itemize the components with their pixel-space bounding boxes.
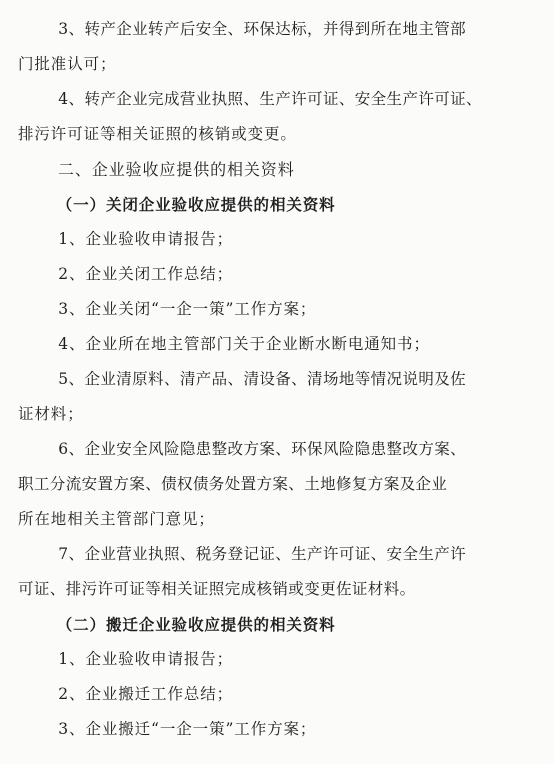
item-3-line-1: 3、转产企业转产后安全、环保达标，并得到所在地主管部: [58, 20, 467, 38]
closure-item-6-line-3: 所在地相关主管部门意见；: [18, 510, 215, 528]
relocation-item-1: 1、企业验收申请报告；: [58, 650, 234, 668]
closure-item-6-line-2: 职工分流安置方案、债权债务处置方案、土地修复方案及企业: [18, 475, 448, 493]
section-heading-2: 二、企业验收应提供的相关资料: [58, 160, 295, 179]
closure-item-7-line-1: 7、企业营业执照、税务登记证、生产许可证、安全生产许: [58, 545, 467, 563]
closure-item-6-line-1: 6、企业安全风险隐患整改方案、环保风险隐患整改方案、: [58, 440, 467, 458]
closure-item-2: 2、企业关闭工作总结；: [58, 265, 234, 283]
closure-item-3: 3、企业关闭“一企一策”工作方案；: [58, 300, 317, 318]
item-4-line-1: 4、转产企业完成营业执照、生产许可证、安全生产许可证、: [58, 90, 482, 108]
closure-item-5-line-1: 5、企业清原料、清产品、清设备、清场地等情况说明及佐: [58, 370, 467, 388]
closure-item-5-line-2: 证材料；: [18, 405, 84, 423]
relocation-item-3: 3、企业搬迁“一企一策”工作方案；: [58, 720, 317, 738]
subsection-heading-1: （一）关闭企业验收应提供的相关资料: [56, 195, 336, 214]
relocation-item-2: 2、企业搬迁工作总结；: [58, 685, 234, 703]
closure-item-4: 4、企业所在地主管部门关于企业断水断电通知书；: [58, 335, 430, 353]
item-3-line-2: 门批准认可；: [18, 55, 117, 73]
closure-item-7-line-2: 可证、排污许可证等相关证照完成核销或变更佐证材料。: [18, 580, 416, 598]
closure-item-1: 1、企业验收申请报告；: [58, 230, 234, 248]
item-4-line-2: 排污许可证等相关证照的核销或变更。: [18, 125, 297, 143]
subsection-heading-2: （二）搬迁企业验收应提供的相关资料: [56, 615, 336, 634]
